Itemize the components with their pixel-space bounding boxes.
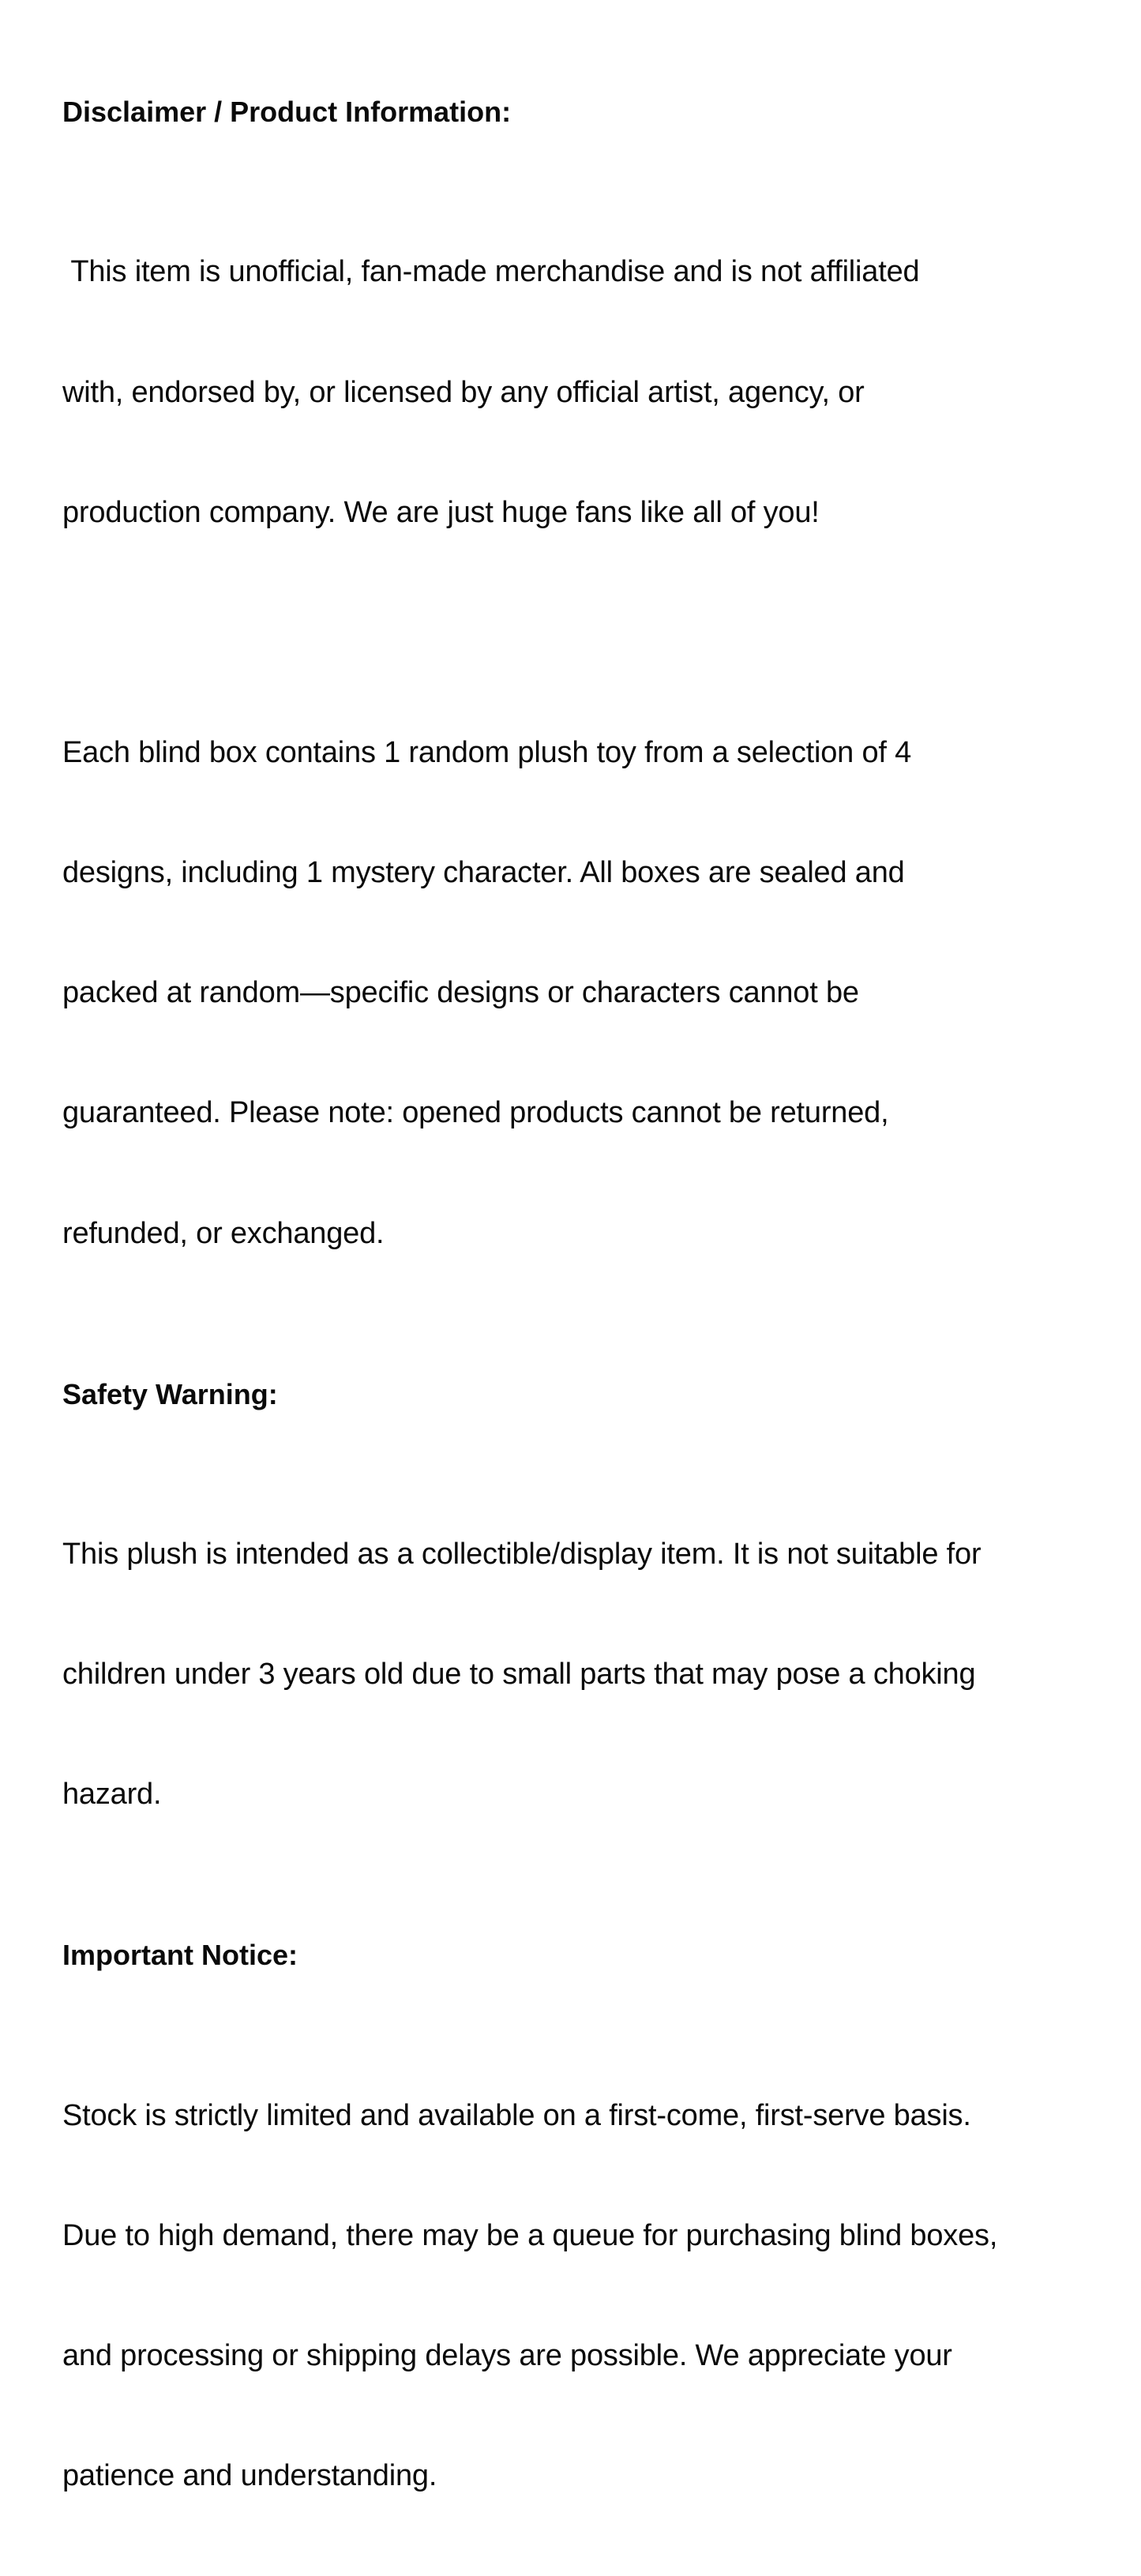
text-line: Due to high demand, there may be a queue for purchasing blind boxes,	[62, 2218, 998, 2252]
spacer	[62, 613, 1097, 653]
text-line: Each blind box contains 1 random plush toy from a selection of 4	[62, 736, 912, 770]
text-line: children under 3 years old due to small parts that may pose a choking	[62, 1658, 976, 1692]
disclaimer-heading: Disclaimer / Product Information:	[62, 96, 512, 128]
text-line: guaranteed. Please note: opened products cannot be returned,	[62, 1096, 889, 1130]
text-line: Stock is strictly limited and available on a first-come, first-serve basis.	[62, 2098, 971, 2132]
disclaimer-paragraph	[62, 172, 1097, 613]
text-line: with, endorsed by, or licensed by any official artist, agency, or	[62, 375, 865, 409]
important-notice-paragraph	[62, 2015, 1097, 2576]
text-line: patience and understanding.	[62, 2459, 437, 2493]
spacer	[62, 1334, 1097, 1374]
spacer	[62, 1975, 1097, 2015]
safety-warning-heading: Safety Warning:	[62, 1377, 278, 1410]
blind-box-paragraph	[62, 653, 1097, 1334]
text-line: packed at random—specific designs or characters cannot be	[62, 976, 859, 1010]
text-line: designs, including 1 mystery character. All boxes are sealed and	[62, 856, 905, 890]
safety-warning-paragraph	[62, 1455, 1097, 1895]
spacer	[62, 1414, 1097, 1455]
text-line: refunded, or exchanged.	[62, 1216, 385, 1250]
text-line: and processing or shipping delays are possible. We appreciate your	[62, 2339, 952, 2373]
document-body	[62, 92, 1097, 2576]
text-line: This item is unofficial, fan-made merchandise and is not affiliated	[62, 255, 920, 289]
spacer	[62, 1894, 1097, 1935]
text-line: This plush is intended as a collectible/display item. It is not suitable for	[62, 1538, 981, 1572]
spacer	[62, 132, 1097, 172]
important-notice-heading: Important Notice:	[62, 1939, 298, 1972]
text-line: hazard.	[62, 1778, 162, 1812]
text-line: production company. We are just huge fans like all of you!	[62, 495, 820, 529]
